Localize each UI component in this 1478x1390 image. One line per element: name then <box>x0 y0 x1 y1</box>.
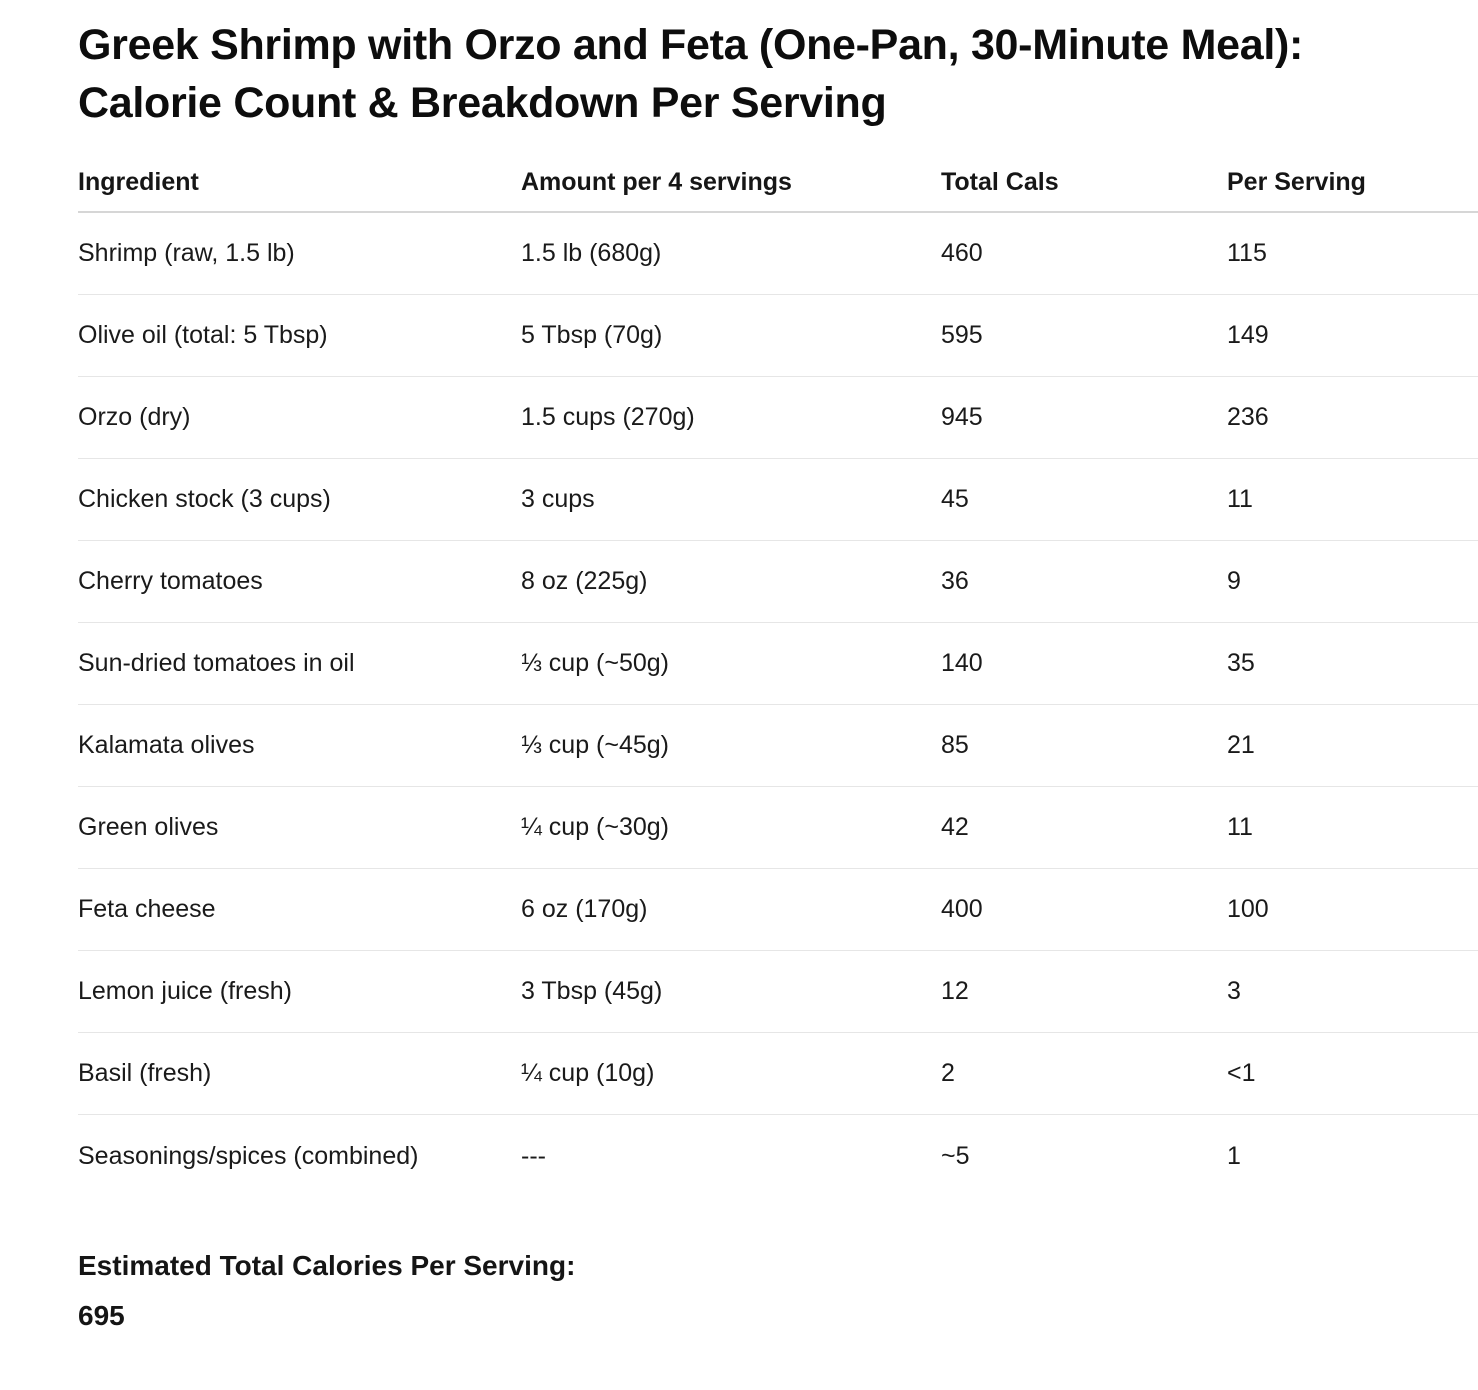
total-cals-cell: 460 <box>941 239 983 267</box>
ingredient-cell: Kalamata olives <box>78 731 255 759</box>
amount-cell: 8 oz (225g) <box>521 567 648 595</box>
table-row <box>78 951 1478 1033</box>
per-serving-cell: 21 <box>1227 731 1255 759</box>
ingredient-cell: Sun-dried tomatoes in oil <box>78 649 355 677</box>
summary-label: Estimated Total Calories Per Serving: <box>78 1250 576 1281</box>
table-row <box>78 1033 1478 1115</box>
table-row <box>78 1115 1478 1197</box>
total-cals-cell: 140 <box>941 649 983 677</box>
table-row <box>78 541 1478 623</box>
ingredient-cell: Cherry tomatoes <box>78 567 263 595</box>
column-header-ingredient: Ingredient <box>78 168 199 196</box>
amount-cell: 3 Tbsp (45g) <box>521 977 663 1005</box>
table-row <box>78 295 1478 377</box>
total-cals-cell: 945 <box>941 403 983 431</box>
per-serving-cell: <1 <box>1227 1059 1256 1087</box>
amount-cell: ⅓ cup (~50g) <box>521 649 670 677</box>
per-serving-cell: 35 <box>1227 649 1255 677</box>
per-serving-cell: 3 <box>1227 977 1241 1005</box>
table-row <box>78 705 1478 787</box>
ingredient-cell: Olive oil (total: 5 Tbsp) <box>78 321 328 349</box>
total-cals-cell: 12 <box>941 977 969 1005</box>
ingredient-cell: Orzo (dry) <box>78 403 191 431</box>
amount-cell: ⅓ cup (~45g) <box>521 731 670 759</box>
per-serving-cell: 100 <box>1227 895 1269 923</box>
column-header-per-serving: Per Serving <box>1227 168 1366 196</box>
per-serving-cell: 149 <box>1227 321 1269 349</box>
total-cals-cell: 42 <box>941 813 969 841</box>
total-cals-cell: 85 <box>941 731 969 759</box>
column-header-total-cals: Total Cals <box>941 168 1059 196</box>
total-cals-cell: 595 <box>941 321 983 349</box>
amount-cell: 1.5 lb (680g) <box>521 239 662 267</box>
table-row <box>78 787 1478 869</box>
ingredient-cell: Green olives <box>78 813 219 841</box>
amount-cell: 1.5 cups (270g) <box>521 403 695 431</box>
per-serving-cell: 9 <box>1227 567 1241 595</box>
per-serving-cell: 11 <box>1227 813 1253 841</box>
table-row <box>78 869 1478 951</box>
table-row <box>78 377 1478 459</box>
per-serving-cell: 115 <box>1227 239 1267 267</box>
amount-cell: ¼ cup (10g) <box>521 1059 655 1087</box>
ingredient-cell: Chicken stock (3 cups) <box>78 485 331 513</box>
total-cals-cell: 36 <box>941 567 969 595</box>
table-row <box>78 213 1478 295</box>
table-header-row <box>78 154 1478 213</box>
total-cals-cell: 2 <box>941 1059 955 1087</box>
table-row <box>78 459 1478 541</box>
total-cals-cell: 45 <box>941 485 969 513</box>
page-title: Greek Shrimp with Orzo and Feta (One-Pan, 30-Minute Meal): Calorie Count & Breakdown Per Serving <box>78 21 1304 127</box>
summary-value: 695 <box>78 1300 125 1331</box>
total-cals-cell: 400 <box>941 895 983 923</box>
per-serving-cell: 1 <box>1227 1141 1241 1170</box>
ingredient-cell: Seasonings/spices (combined) <box>78 1141 419 1170</box>
ingredient-cell: Feta cheese <box>78 895 216 923</box>
total-cals-cell: ~5 <box>941 1141 970 1170</box>
per-serving-cell: 236 <box>1227 403 1269 431</box>
per-serving-cell: 11 <box>1227 485 1253 513</box>
amount-cell: 3 cups <box>521 485 595 513</box>
calorie-table <box>78 154 1478 1197</box>
ingredient-cell: Basil (fresh) <box>78 1059 212 1087</box>
ingredient-cell: Lemon juice (fresh) <box>78 977 292 1005</box>
amount-cell: --- <box>521 1141 546 1170</box>
amount-cell: ¼ cup (~30g) <box>521 813 670 841</box>
table-row <box>78 623 1478 705</box>
amount-cell: 5 Tbsp (70g) <box>521 321 663 349</box>
table-body <box>78 213 1478 1197</box>
amount-cell: 6 oz (170g) <box>521 895 648 923</box>
column-header-amount: Amount per 4 servings <box>521 168 792 196</box>
ingredient-cell: Shrimp (raw, 1.5 lb) <box>78 239 295 267</box>
